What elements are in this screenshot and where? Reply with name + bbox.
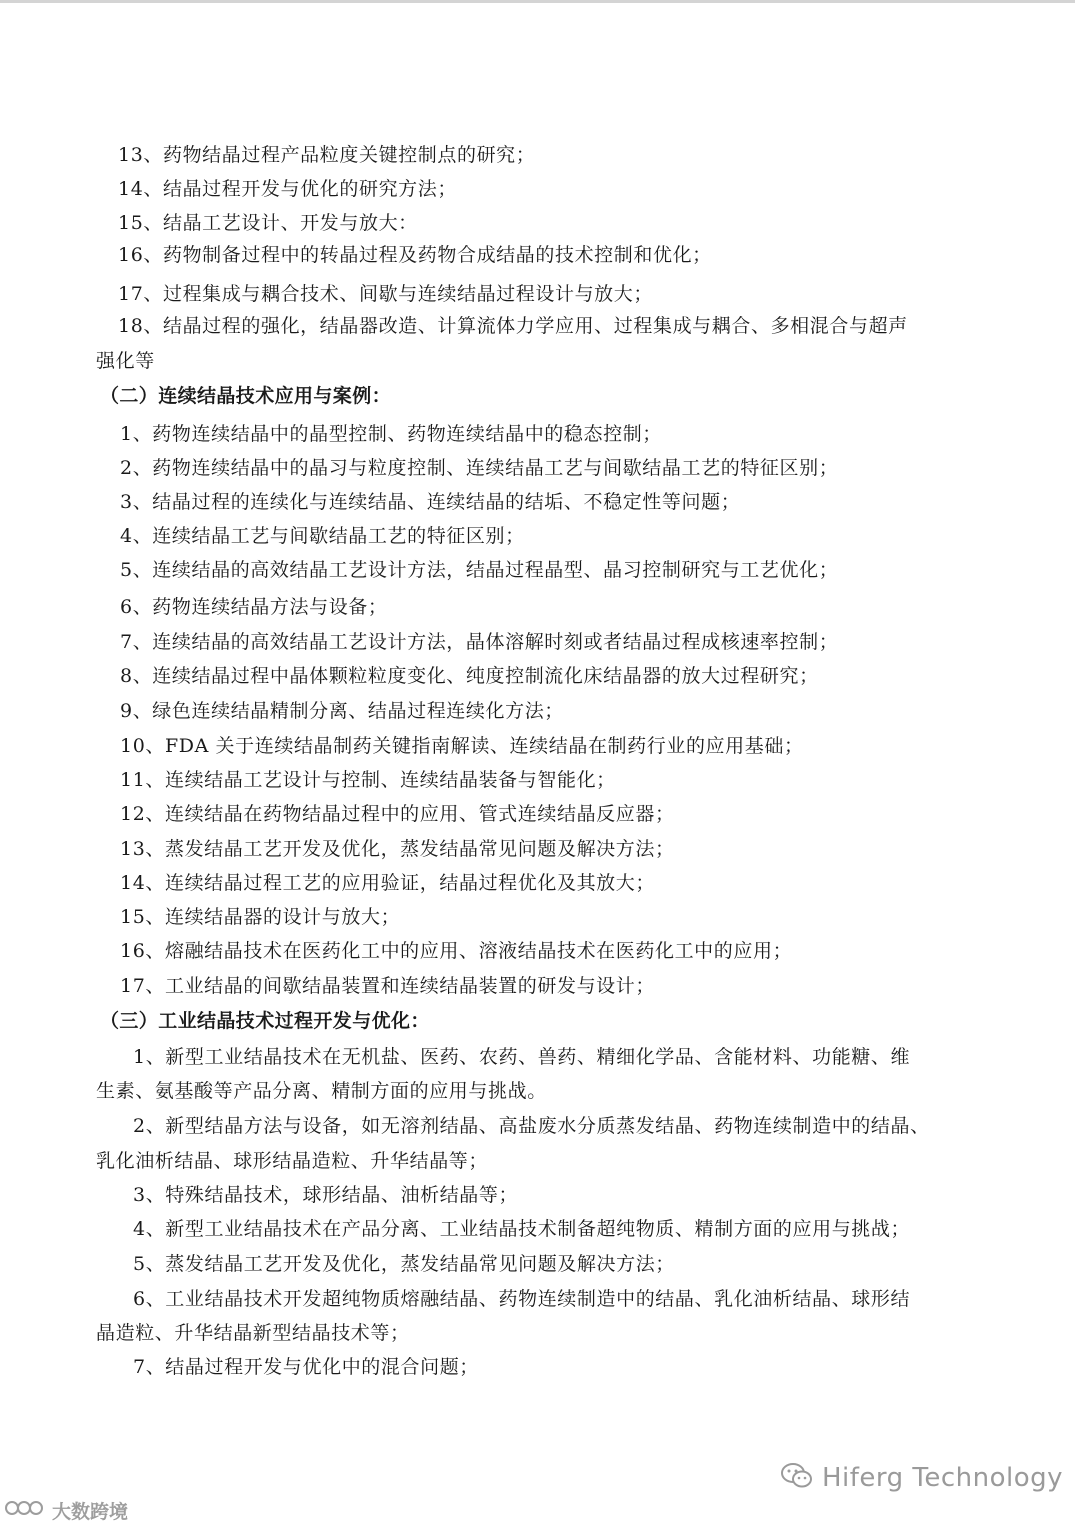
list-item-continuation: 生素、氨基酸等产品分离、精制方面的应用与挑战。 — [96, 1080, 547, 1102]
section-heading: （三）工业结晶技术过程开发与优化： — [100, 1010, 430, 1032]
watermark-right — [780, 1458, 1063, 1498]
list-item: 17、过程集成与耦合技术、间歇与连续结晶过程设计与放大； — [118, 283, 653, 305]
list-item: 14、连续结晶过程工艺的应用验证，结晶过程优化及其放大； — [120, 872, 655, 894]
list-item: 5、蒸发结晶工艺开发及优化，蒸发结晶常见问题及解决方法； — [133, 1253, 675, 1275]
list-item: 2、新型结晶方法与设备，如无溶剂结晶、高盐废水分质蒸发结晶、药物连续制造中的结晶、 — [133, 1115, 930, 1137]
list-item: 11、连续结晶工艺设计与控制、连续结晶装备与智能化； — [120, 769, 616, 791]
watermark-right-text: Hiferg Technology — [822, 1463, 1064, 1493]
list-item: 17、工业结晶的间歇结晶装置和连续结晶装置的研发与设计； — [120, 975, 655, 997]
list-item: 13、蒸发结晶工艺开发及优化，蒸发结晶常见问题及解决方法； — [120, 838, 675, 860]
list-item: 4、新型工业结晶技术在产品分离、工业结晶技术制备超纯物质、精制方面的应用与挑战； — [133, 1218, 911, 1240]
top-border — [0, 0, 1075, 3]
list-item: 3、结晶过程的连续化与连续结晶、连续结晶的结垢、不稳定性等问题； — [120, 491, 741, 513]
list-item-continuation: 晶造粒、升华结晶新型结晶技术等； — [96, 1322, 410, 1344]
list-item: 12、连续结晶在药物结晶过程中的应用、管式连续结晶反应器； — [120, 803, 675, 825]
brand-logo-icon — [4, 1497, 48, 1523]
list-item-continuation: 乳化油析结晶、球形结晶造粒、升华结晶等； — [96, 1150, 489, 1172]
list-item: 15、结晶工艺设计、开发与放大： — [118, 212, 418, 234]
list-item: 6、药物连续结晶方法与设备； — [120, 596, 388, 618]
list-item: 3、特殊结晶技术，球形结晶、油析结晶等； — [133, 1184, 519, 1206]
list-item: 5、连续结晶的高效结晶工艺设计方法，结晶过程晶型、晶习控制研究与工艺优化； — [120, 559, 839, 581]
list-item: 4、连续结晶工艺与间歇结晶工艺的特征区别； — [120, 525, 525, 547]
watermark-left-text: 大数跨境 — [52, 1500, 129, 1523]
list-item: 10、FDA 关于连续结晶制药关键指南解读、连续结晶在制药行业的应用基础； — [120, 735, 804, 757]
list-item: 8、连续结晶过程中晶体颗粒粒度变化、纯度控制流化床结晶器的放大过程研究； — [120, 665, 819, 687]
watermark-left — [4, 1496, 128, 1524]
list-item: 7、结晶过程开发与优化中的混合问题； — [133, 1356, 479, 1378]
list-item: 9、绿色连续结晶精制分离、结晶过程连续化方法； — [120, 700, 564, 722]
list-item: 1、药物连续结晶中的晶型控制、药物连续结晶中的稳态控制； — [120, 423, 662, 445]
list-item: 6、工业结晶技术开发超纯物质熔融结晶、药物连续制造中的结晶、乳化油析结晶、球形结 — [133, 1288, 911, 1310]
list-item: 7、连续结晶的高效结晶工艺设计方法，晶体溶解时刻或者结晶过程成核速率控制； — [120, 631, 839, 653]
wechat-icon — [780, 1461, 814, 1495]
list-item: 1、新型工业结晶技术在无机盐、医药、农药、兽药、精细化学品、含能材料、功能糖、维 — [133, 1046, 911, 1068]
list-item: 2、药物连续结晶中的晶习与粒度控制、连续结晶工艺与间歇结晶工艺的特征区别； — [120, 457, 839, 479]
list-item: 18、结晶过程的强化，结晶器改造、计算流体力学应用、过程集成与耦合、多相混合与超声 — [118, 315, 908, 337]
list-item-continuation: 强化等 — [96, 350, 155, 372]
list-item: 16、药物制备过程中的转晶过程及药物合成结晶的技术控制和优化； — [118, 244, 712, 266]
list-item: 15、连续结晶器的设计与放大； — [120, 906, 401, 928]
list-item: 16、熔融结晶技术在医药化工中的应用、溶液结晶技术在医药化工中的应用； — [120, 940, 793, 962]
section-heading: （二）连续结晶技术应用与案例： — [100, 385, 392, 407]
list-item: 14、结晶过程开发与优化的研究方法； — [118, 178, 457, 200]
list-item: 13、药物结晶过程产品粒度关键控制点的研究； — [118, 144, 536, 166]
